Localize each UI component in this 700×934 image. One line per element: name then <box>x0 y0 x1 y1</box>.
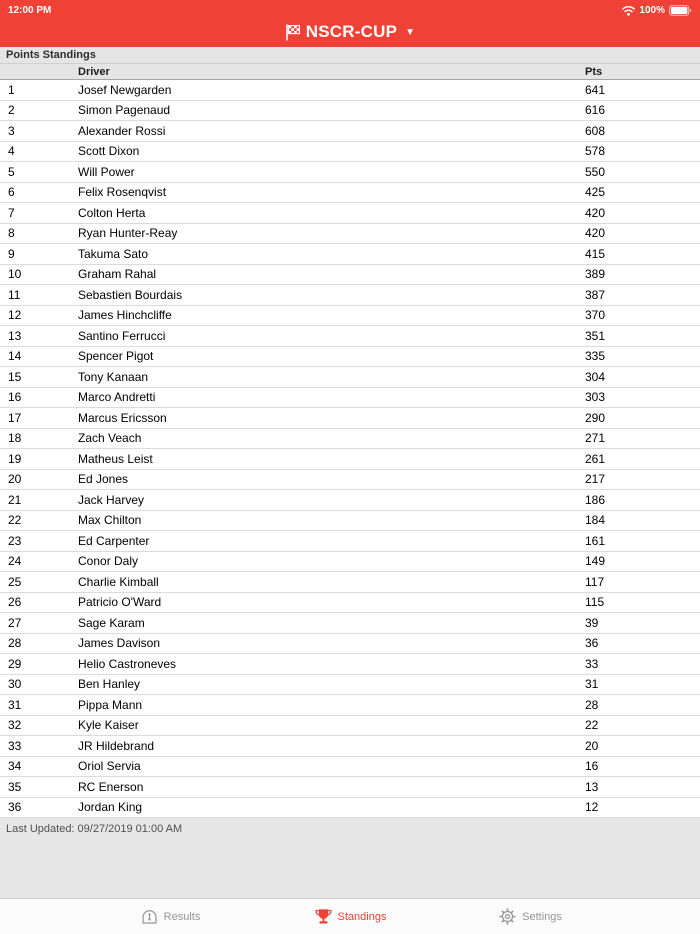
table-row <box>0 265 700 286</box>
table-row <box>0 552 700 573</box>
row-driver-name: Jack Harvey <box>78 492 145 507</box>
row-position: 20 <box>8 472 22 487</box>
row-points: 550 <box>585 164 606 179</box>
row-position: 4 <box>8 144 15 159</box>
row-driver-name: Conor Daly <box>78 554 139 569</box>
row-points: 578 <box>585 144 606 159</box>
row-position: 9 <box>8 246 15 261</box>
row-driver-name: Josef Newgarden <box>78 82 172 97</box>
table-row <box>0 654 700 675</box>
row-points: 425 <box>585 185 606 200</box>
row-points: 641 <box>585 82 606 97</box>
table-row <box>0 326 700 347</box>
table-row <box>0 306 700 327</box>
row-points: 184 <box>585 513 606 528</box>
row-position: 18 <box>8 431 22 446</box>
row-position: 23 <box>8 533 22 548</box>
series-selector-button[interactable] <box>285 22 415 42</box>
tab-results[interactable] <box>80 899 260 934</box>
table-row <box>0 470 700 491</box>
row-points: 16 <box>585 759 599 774</box>
app-header <box>0 0 700 47</box>
row-driver-name: James Hinchcliffe <box>78 308 172 323</box>
row-points: 290 <box>585 410 606 425</box>
row-position: 26 <box>8 595 22 610</box>
row-points: 389 <box>585 267 606 282</box>
row-points: 217 <box>585 472 606 487</box>
table-row <box>0 347 700 368</box>
row-driver-name: Ben Hanley <box>78 677 141 692</box>
row-position: 21 <box>8 492 22 507</box>
row-position: 25 <box>8 574 22 589</box>
row-driver-name: Patricio O'Ward <box>78 595 162 610</box>
row-points: 261 <box>585 451 606 466</box>
row-position: 14 <box>8 349 22 364</box>
row-points: 370 <box>585 308 606 323</box>
table-row <box>0 367 700 388</box>
table-row <box>0 593 700 614</box>
tab-settings[interactable] <box>440 899 620 934</box>
row-position: 35 <box>8 779 22 794</box>
row-driver-name: Jordan King <box>78 800 143 815</box>
table-header-row <box>0 64 700 80</box>
table-row <box>0 449 700 470</box>
battery-icon <box>669 5 692 16</box>
row-position: 3 <box>8 123 15 138</box>
row-driver-name: Helio Castroneves <box>78 656 177 671</box>
table-row <box>0 203 700 224</box>
section-title: Points Standings <box>6 49 96 61</box>
table-row <box>0 490 700 511</box>
header-driver: Driver <box>78 65 110 78</box>
row-driver-name: JR Hildebrand <box>78 738 155 753</box>
row-position: 10 <box>8 267 22 282</box>
checkered-flag-icon <box>285 24 300 41</box>
row-points: 420 <box>585 205 606 220</box>
row-points: 117 <box>585 574 605 589</box>
table-row <box>0 511 700 532</box>
row-driver-name: Santino Ferrucci <box>78 328 166 343</box>
row-driver-name: Zach Veach <box>78 431 142 446</box>
table-row <box>0 244 700 265</box>
row-points: 335 <box>585 349 606 364</box>
row-position: 15 <box>8 369 22 384</box>
row-points: 351 <box>585 328 606 343</box>
table-row <box>0 162 700 183</box>
row-driver-name: Marcus Ericsson <box>78 410 167 425</box>
row-points: 186 <box>585 492 606 507</box>
chevron-down-icon: ▼ <box>405 26 416 38</box>
row-position: 22 <box>8 513 22 528</box>
row-driver-name: Sage Karam <box>78 615 145 630</box>
row-points: 387 <box>585 287 606 302</box>
row-points: 13 <box>585 779 599 794</box>
tab-bar <box>0 898 700 934</box>
header-pts: Pts <box>585 65 603 78</box>
row-position: 28 <box>8 636 22 651</box>
trophy-icon <box>314 907 333 926</box>
row-position: 29 <box>8 656 22 671</box>
row-position: 13 <box>8 328 22 343</box>
row-driver-name: Max Chilton <box>78 513 142 528</box>
last-updated-label: Last Updated: 09/27/2019 01:00 AM <box>6 823 183 835</box>
row-driver-name: Marco Andretti <box>78 390 156 405</box>
row-driver-name: Oriol Servia <box>78 759 141 774</box>
table-row <box>0 408 700 429</box>
gauge-icon <box>140 907 159 926</box>
row-points: 28 <box>585 697 599 712</box>
table-row <box>0 613 700 634</box>
row-driver-name: Ed Carpenter <box>78 533 150 548</box>
status-bar <box>0 0 700 17</box>
tab-results-label: Results <box>163 910 201 923</box>
row-driver-name: Graham Rahal <box>78 267 157 282</box>
row-points: 303 <box>585 390 606 405</box>
table-row <box>0 224 700 245</box>
battery-percent: 100% <box>639 4 665 16</box>
row-points: 36 <box>585 636 599 651</box>
table-row <box>0 757 700 778</box>
section-header <box>0 47 700 64</box>
row-points: 415 <box>585 246 606 261</box>
row-driver-name: Matheus Leist <box>78 451 153 466</box>
row-driver-name: Charlie Kimball <box>78 574 159 589</box>
row-points: 304 <box>585 369 606 384</box>
row-position: 31 <box>8 697 22 712</box>
tab-settings-label: Settings <box>522 910 562 923</box>
row-driver-name: Felix Rosenqvist <box>78 185 167 200</box>
row-driver-name: James Davison <box>78 636 161 651</box>
row-points: 161 <box>585 533 606 548</box>
table-footer <box>0 818 700 898</box>
table-row <box>0 101 700 122</box>
row-points: 12 <box>585 800 599 815</box>
row-driver-name: Ryan Hunter-Reay <box>78 226 178 241</box>
table-row <box>0 798 700 819</box>
table-row <box>0 675 700 696</box>
table-row <box>0 121 700 142</box>
table-row <box>0 285 700 306</box>
table-row <box>0 572 700 593</box>
row-position: 19 <box>8 451 22 466</box>
wifi-icon <box>622 5 635 16</box>
table-row <box>0 80 700 101</box>
table-row <box>0 777 700 798</box>
tab-standings[interactable] <box>260 899 440 934</box>
row-position: 32 <box>8 718 22 733</box>
row-position: 8 <box>8 226 15 241</box>
row-position: 30 <box>8 677 22 692</box>
row-driver-name: Simon Pagenaud <box>78 103 171 118</box>
gear-icon <box>498 907 517 926</box>
row-driver-name: Takuma Sato <box>78 246 149 261</box>
row-position: 12 <box>8 308 22 323</box>
row-points: 115 <box>585 595 605 610</box>
row-driver-name: Pippa Mann <box>78 697 143 712</box>
table-row <box>0 429 700 450</box>
row-driver-name: Kyle Kaiser <box>78 718 139 733</box>
tab-standings-label: Standings <box>337 910 387 923</box>
table-row <box>0 142 700 163</box>
row-position: 36 <box>8 800 22 815</box>
row-driver-name: Will Power <box>78 164 135 179</box>
row-position: 6 <box>8 185 15 200</box>
row-points: 616 <box>585 103 606 118</box>
row-driver-name: Ed Jones <box>78 472 129 487</box>
row-points: 20 <box>585 738 599 753</box>
row-position: 11 <box>8 287 21 302</box>
row-driver-name: Spencer Pigot <box>78 349 154 364</box>
row-position: 17 <box>8 410 22 425</box>
table-row <box>0 183 700 204</box>
nav-bar <box>0 17 700 47</box>
row-position: 1 <box>8 82 15 97</box>
row-position: 16 <box>8 390 22 405</box>
row-driver-name: Colton Herta <box>78 205 146 220</box>
nav-title: NSCR-CUP <box>305 22 398 41</box>
row-points: 33 <box>585 656 599 671</box>
row-points: 608 <box>585 123 606 138</box>
table-row <box>0 736 700 757</box>
row-points: 22 <box>585 718 599 733</box>
row-points: 420 <box>585 226 606 241</box>
table-row <box>0 531 700 552</box>
row-driver-name: Tony Kanaan <box>78 369 149 384</box>
row-position: 2 <box>8 103 15 118</box>
row-position: 7 <box>8 205 15 220</box>
table-row <box>0 695 700 716</box>
row-position: 34 <box>8 759 22 774</box>
row-position: 5 <box>8 164 15 179</box>
row-position: 27 <box>8 615 22 630</box>
row-position: 33 <box>8 738 22 753</box>
row-points: 149 <box>585 554 606 569</box>
row-driver-name: Alexander Rossi <box>78 123 166 138</box>
row-driver-name: Scott Dixon <box>78 144 140 159</box>
table-row <box>0 716 700 737</box>
row-points: 271 <box>585 431 606 446</box>
row-points: 39 <box>585 615 599 630</box>
row-driver-name: RC Enerson <box>78 779 144 794</box>
row-points: 31 <box>585 677 599 692</box>
row-driver-name: Sebastien Bourdais <box>78 287 183 302</box>
standings-table-body[interactable] <box>0 80 700 818</box>
status-time: 12:00 PM <box>8 4 52 16</box>
table-row <box>0 634 700 655</box>
row-position: 24 <box>8 554 22 569</box>
table-row <box>0 388 700 409</box>
